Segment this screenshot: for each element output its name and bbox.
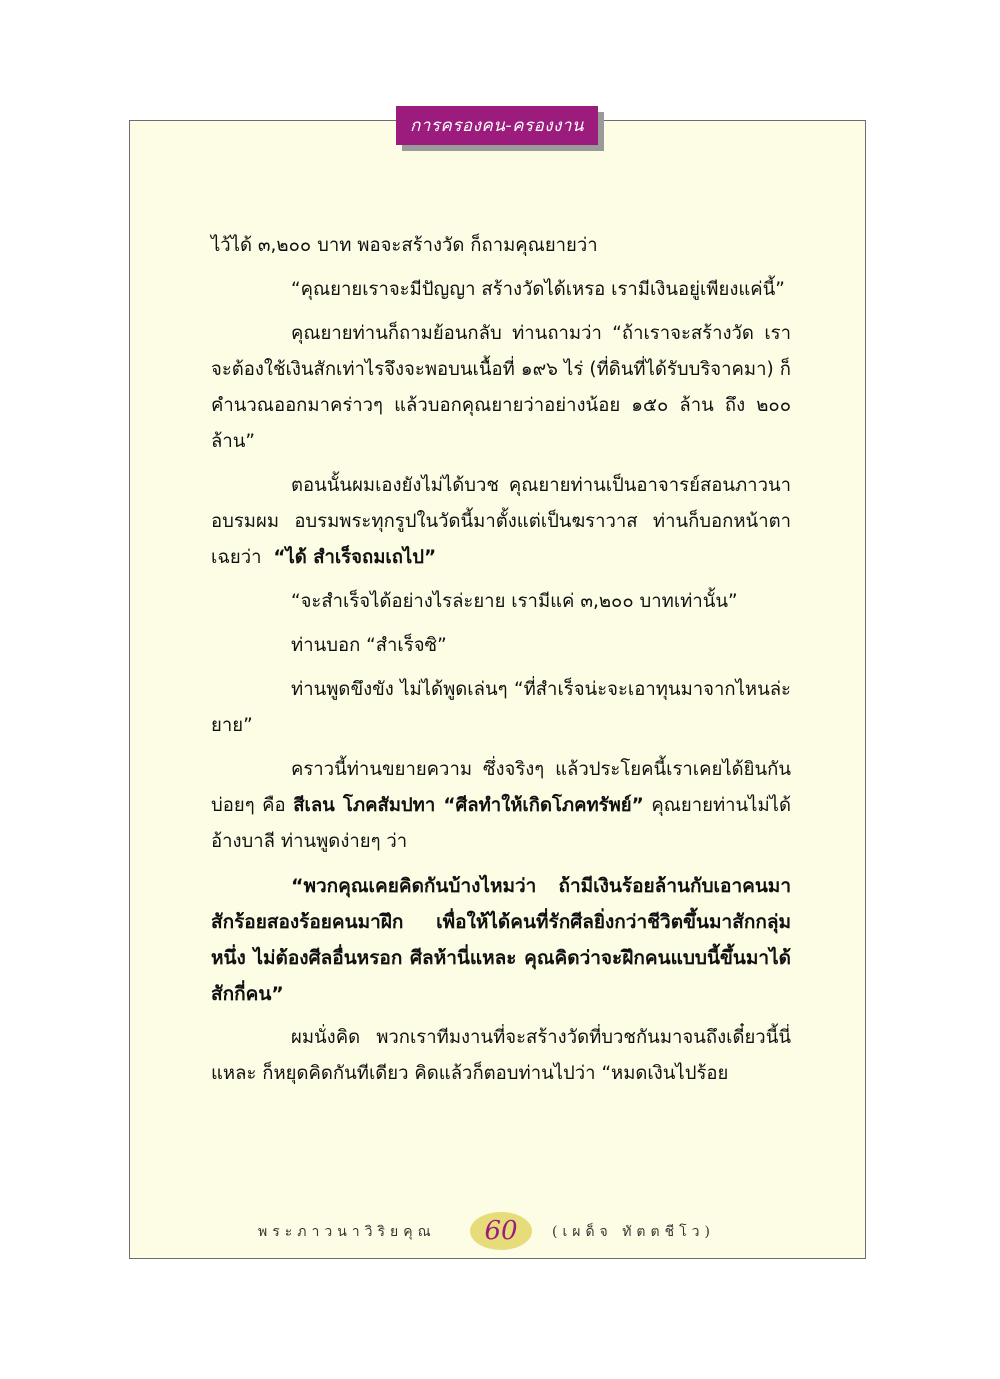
- paragraph-9-quote: [211, 868, 791, 1012]
- paragraph-7-text: ท่านพูดขึงขัง ไม่ได้พูดเล่นๆ “ที่สำเร็จน่ะจะเอาทุนมาจากไหนล่ะยาย”: [211, 679, 791, 736]
- body-text: [211, 228, 791, 1100]
- paragraph-8-bold: สีเลน โภคสัมปทา “ศีลทำให้เกิดโภคทรัพย์”: [293, 795, 644, 816]
- chapter-header: [396, 106, 598, 145]
- paragraph-4: [211, 468, 791, 576]
- paragraph-8: [211, 752, 791, 860]
- paragraph-4-bold: “ได้ สำเร็จถมเถไป”: [273, 547, 437, 568]
- chapter-title: การครองคน-ครองงาน: [409, 116, 585, 136]
- paragraph-3-text: คุณยายท่านก็ถามย้อนกลับ ท่านถามว่า “ถ้าเราจะสร้างวัด เราจะต้องใช้เงินสักเท่าไรจึงจะพอบนเนื้อที่ ๑๙๖ ไร่ (ที่ดินที่ได้รับบริจาคมา) ก็คำนวณออกมาคร่าวๆ แล้วบอกคุณยายว่าอย่างน้อย ๑๕๐ ล้าน ถึง ๒๐๐ ล้าน”: [211, 323, 791, 452]
- paragraph-3: [211, 316, 791, 460]
- paragraph-10: [211, 1020, 791, 1092]
- paragraph-2-text: “คุณยายเราจะมีปัญญา สร้างวัดได้เหรอ เรามีเงินอยู่เพียงแค่นี้”: [291, 279, 785, 300]
- paragraph-7: [211, 672, 791, 744]
- paragraph-10-text: ผมนั่งคิด พวกเราทีมงานที่จะสร้างวัดที่บวชกันมาจนถึงเดี๋ยวนี้นี่แหละ ก็หยุดคิดกันทีเดียว คิดแล้วก็ตอบท่านไปว่า “หมดเงินไปร้อย: [211, 1027, 791, 1084]
- paragraph-6-text: ท่านบอก “สำเร็จซิ”: [291, 635, 447, 656]
- footer-author-name: (เผด็จ ทัตตชีโว): [552, 1224, 715, 1240]
- paragraph-6: [211, 628, 791, 664]
- page-footer: [0, 1212, 1000, 1252]
- paragraph-1-text: ไว้ได้ ๓,๒๐๐ บาท พอจะสร้างวัด ก็ถามคุณยายว่า: [211, 235, 598, 256]
- page-number-badge: [470, 1212, 532, 1250]
- paragraph-8-text: คราวนี้ท่านขยายความ ซึ่งจริงๆ แล้วประโยคนี้เราเคยได้ยินกันบ่อยๆ คือ: [211, 759, 791, 816]
- page-number: 60: [484, 1216, 518, 1246]
- paragraph-4-text: ตอนนั้นผมเองยังไม่ได้บวช คุณยายท่านเป็นอาจารย์สอนภาวนา อบรมผม อบรมพระทุกรูปในวัดนี้มาตั้งแต่เป็นฆราวาส ท่านก็บอกหน้าตาเฉยว่า: [211, 475, 791, 568]
- paragraph-5-text: “จะสำเร็จได้อย่างไรล่ะยาย เรามีแค่ ๓,๒๐๐ บาทเท่านั้น”: [291, 591, 738, 612]
- paragraph-2: [211, 272, 791, 308]
- paragraph-8-tail: คุณยายท่านไม่ได้อ้างบาลี ท่านพูดง่ายๆ ว่า: [211, 795, 791, 852]
- paragraph-1: [211, 228, 791, 264]
- paragraph-9-text: “พวกคุณเคยคิดกันบ้างไหมว่า ถ้ามีเงินร้อยล้านกับเอาคนมาสักร้อยสองร้อยคนมาฝึก เพื่อให้ได้คนที่รักศีลยิ่งกว่าชีวิตขึ้นมาสักกลุ่มหนึ่ง ไม่ต้องศีลอื่นหรอก ศีลห้านี่แหละ คุณคิดว่าจะฝึกคนแบบนี้ขึ้นมาได้สักกี่คน”: [211, 875, 791, 1005]
- footer-author: พระภาวนาวิริยคุณ: [258, 1224, 436, 1240]
- paragraph-5: [211, 584, 791, 620]
